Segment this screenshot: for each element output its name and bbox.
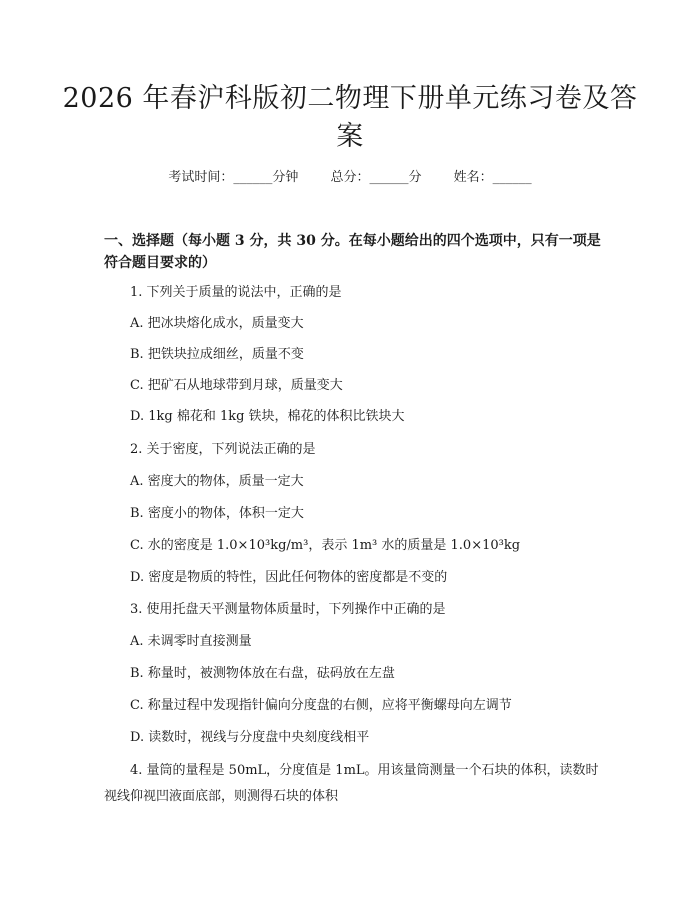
page-title: 2026 年春沪科版初二物理下册单元练习卷及答案 (62, 83, 638, 152)
question-stem: 2. 关于密度，下列说法正确的是 (130, 442, 316, 457)
question-option: A. 把冰块熔化成水，质量变大 (130, 316, 304, 331)
exam-time-field: 考试时间：______分钟 (168, 170, 299, 185)
question-option: D. 密度是物质的特性，因此任何物体的密度都是不变的 (130, 570, 448, 585)
question-option: A. 密度大的物体，质量一定大 (130, 474, 304, 489)
question-stem: 3. 使用托盘天平测量物体质量时，下列操作中正确的是 (130, 602, 446, 617)
question-option: B. 称量时，被测物体放在右盘，砝码放在左盘 (130, 666, 395, 681)
question-option: D. 读数时，视线与分度盘中央刻度线相平 (130, 730, 370, 745)
question-option: A. 未调零时直接测量 (130, 634, 252, 649)
question-option: C. 称量过程中发现指针偏向分度盘的右侧，应将平衡螺母向左调节 (130, 698, 512, 713)
question-stem: 4. 量筒的量程是 50mL，分度值是 1mL。用该量筒测量一个石块的体积，读数时视线仰视凹液面底部，则测得石块的体积 (104, 763, 599, 804)
question-option: B. 密度小的物体，体积一定大 (130, 506, 304, 521)
total-score-field: 总分：______分 (330, 170, 422, 185)
question-option: C. 水的密度是 1.0×10³kg/m³，表示 1m³ 水的质量是 1.0×10³kg (130, 538, 521, 553)
question-option: D. 1kg 棉花和 1kg 铁块，棉花的体积比铁块大 (130, 409, 405, 424)
exam-info (0, 168, 700, 188)
section-heading: 一、选择题（每小题 3 分，共 30 分。在每小题给出的四个选项中，只有一项是符合题目要求的） (104, 233, 601, 271)
question-stem: 1. 下列关于质量的说法中，正确的是 (130, 285, 342, 300)
question-option: B. 把铁块拉成细丝，质量不变 (130, 347, 304, 362)
question-option: C. 把矿石从地球带到月球，质量变大 (130, 378, 343, 393)
student-name-field: 姓名：______ (453, 170, 532, 185)
